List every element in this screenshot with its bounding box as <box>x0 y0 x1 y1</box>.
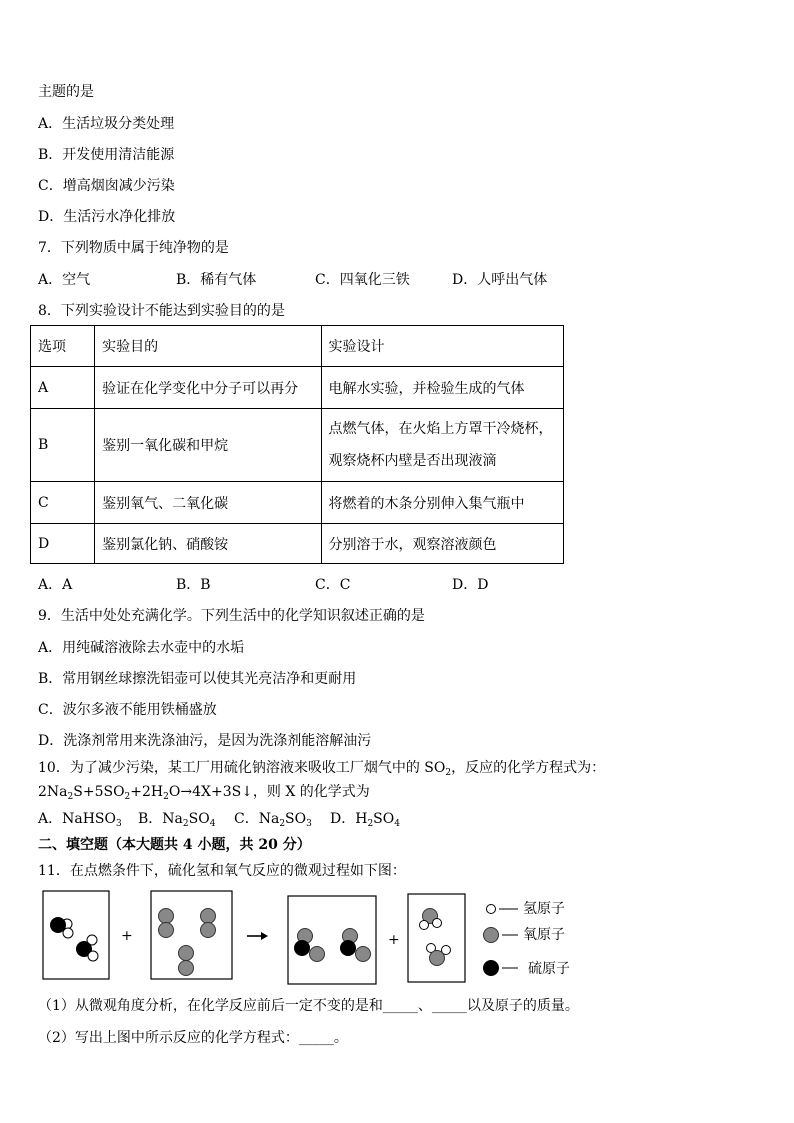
q8-option-b: B．B <box>176 577 211 593</box>
reactant-box-h2s <box>43 891 109 979</box>
row-purpose: 鉴别氧气、二氧化碳 <box>95 482 321 524</box>
row-purpose: 鉴别一氧化碳和甲烷 <box>95 409 321 482</box>
row-option: B <box>31 409 95 482</box>
q8-option-d: D．D <box>452 577 489 593</box>
section-heading: 二、填空题（本大题共 4 小题，共 20 分） <box>38 837 311 853</box>
legend-hydrogen: 氢原子 <box>523 901 565 917</box>
q7-option-c: C．四氧化三铁 <box>315 272 410 288</box>
q6-stem-tail: 主题的是 <box>38 84 94 100</box>
q10-option-a: A．NaHSO$_3$ <box>38 811 122 829</box>
row-purpose: 鉴别氯化钠、硝酸铵 <box>95 524 321 564</box>
q9-option-c: C．波尔多液不能用铁桶盛放 <box>38 702 217 718</box>
q7-stem: 7．下列物质中属于纯净物的是 <box>38 240 229 256</box>
reaction-arrow <box>247 932 268 940</box>
q6-option-c: C．增高烟囱减少污染 <box>38 178 175 194</box>
table-row <box>31 409 564 482</box>
row-design: 将燃着的木条分别伸入集气瓶中 <box>321 482 563 524</box>
q10-option-b-text: B．Na <box>138 811 183 827</box>
table-header-row <box>31 326 564 367</box>
q11-sub1: （1）从微观角度分析，在化学反应前后一定不变的是和_____、_____以及原子的质量。 <box>38 998 579 1014</box>
q8-option-a: A．A <box>38 577 73 593</box>
q7-option-a: A．空气 <box>38 272 91 288</box>
q10-option-c-text: C．Na <box>234 811 280 827</box>
legend-oxygen: 氧原子 <box>523 927 565 943</box>
row-option: D <box>31 524 95 564</box>
q6-option-b: B．开发使用清洁能源 <box>38 147 175 163</box>
q10-option-a-text: A．NaHSO <box>38 811 116 827</box>
q11-sub2: （2）写出上图中所示反应的化学方程式：_____。 <box>38 1030 348 1046</box>
q10-equation-tail: ，则 X 的化学式为 <box>252 784 370 800</box>
oxygen-atom-icon <box>484 928 499 943</box>
q10-option-d-text: D．H <box>330 811 368 827</box>
q7-option-b: B．稀有气体 <box>176 272 257 288</box>
table-row <box>31 367 564 409</box>
q10-option-c: C．$Na_2SO_3$ <box>234 811 312 829</box>
q10-option-d: D．$H_2SO_4$ <box>330 811 400 829</box>
row-design: 电解水实验，并检验生成的气体 <box>321 367 563 409</box>
q8-stem: 8．下列实验设计不能达到实验目的的是 <box>38 303 285 319</box>
sulfur-atom-icon <box>483 960 499 976</box>
q9-option-b: B．常用钢丝球擦洗铝壶可以使其光亮洁净和更耐用 <box>38 671 357 687</box>
reactant-box-o2 <box>151 891 232 979</box>
q10-stem <box>38 759 605 777</box>
q9-option-a: A．用纯碱溶液除去水壶中的水垢 <box>38 640 245 656</box>
experiment-table <box>30 325 564 564</box>
q10-stem-text-2: ，反应的化学方程式为： <box>451 760 606 776</box>
q8-option-c: C．C <box>315 577 351 593</box>
legend-sulfur: 硫原子 <box>528 961 570 977</box>
q6-option-d: D．生活污水净化排放 <box>38 209 176 225</box>
row-option: C <box>31 482 95 524</box>
product-box-so2 <box>288 896 376 984</box>
product-box-h2o <box>408 894 465 982</box>
q10-equation: $2Na_2S+5SO_2+2H_2O\to 4X+3S↓$，则 X 的化学式为 <box>38 784 370 802</box>
q10-option-b: B．$Na_2SO_4$ <box>138 811 216 829</box>
row-purpose: 验证在化学变化中分子可以再分 <box>95 367 321 409</box>
reaction-diagram <box>40 888 600 988</box>
row-design <box>321 409 563 482</box>
row-design-line: 观察烧杯内壁是否出现液滴 <box>328 453 497 469</box>
q11-stem: 11．在点燃条件下，硫化氢和氧气反应的微观过程如下图： <box>38 863 406 879</box>
header-purpose: 实验目的 <box>95 326 321 367</box>
q6-option-a: A．生活垃圾分类处理 <box>38 116 175 132</box>
legend <box>483 901 570 977</box>
q10-stem-sub: 2 <box>445 768 452 778</box>
table-row <box>31 524 564 564</box>
row-design-line: 点燃气体，在火焰上方罩干冷烧杯， <box>328 421 553 437</box>
header-option: 选项 <box>31 326 95 367</box>
q7-option-d: D．人呼出气体 <box>452 272 548 288</box>
q9-stem: 9．生活中处处充满化学。下列生活中的化学知识叙述正确的是 <box>38 608 425 624</box>
table-row <box>31 482 564 524</box>
header-design: 实验设计 <box>321 326 563 367</box>
q10-stem-text: 10．为了减少污染，某工厂用硫化钠溶液来吸收工厂烟气中的 SO <box>38 760 446 776</box>
row-design: 分别溶于水，观察溶液颜色 <box>321 524 563 564</box>
hydrogen-atom-icon <box>487 905 496 914</box>
row-option: A <box>31 367 95 409</box>
plus-sign-2: + <box>388 932 400 948</box>
plus-sign: + <box>121 928 133 944</box>
q9-option-d: D．洗涤剂常用来洗涤油污，是因为洗涤剂能溶解油污 <box>38 733 372 749</box>
